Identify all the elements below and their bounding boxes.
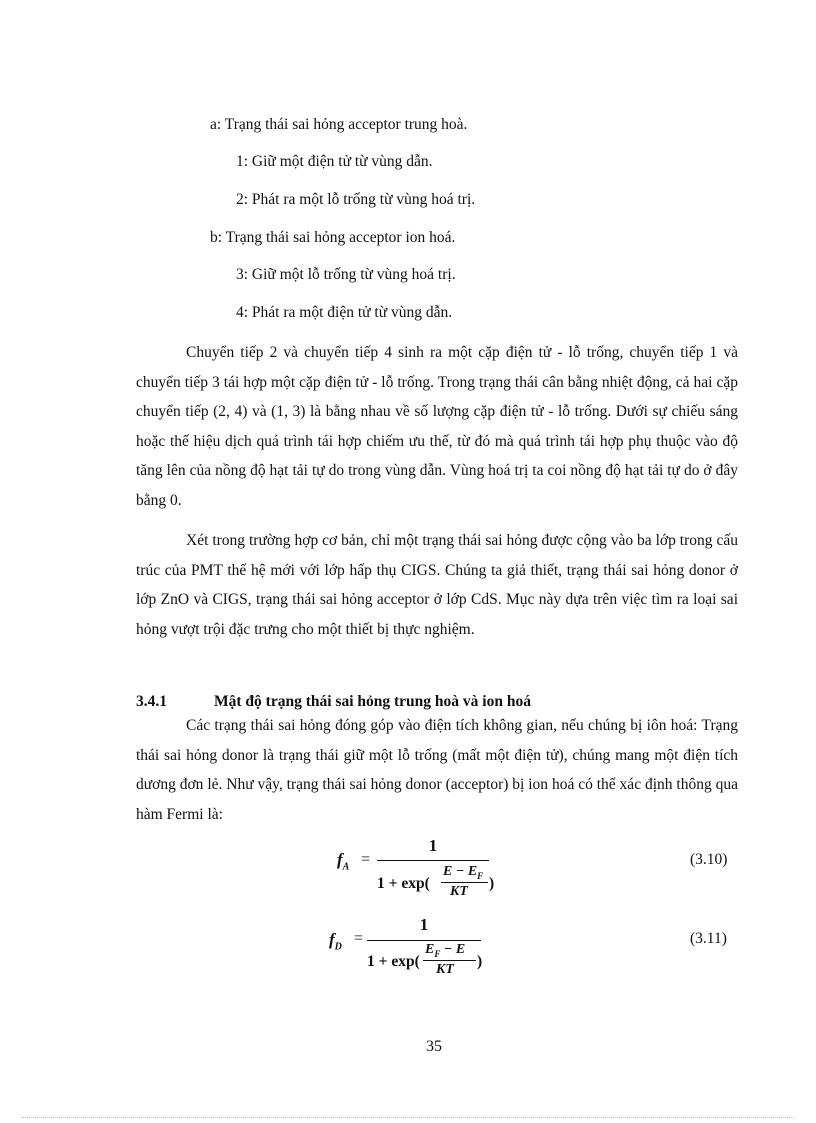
inner-fraction-bar: [441, 882, 488, 883]
denominator-prefix: 1 + exp(: [367, 953, 420, 970]
section-heading: [136, 693, 531, 711]
list-item-2: 2: Phát ra một lỗ trống từ vùng hoá trị.: [236, 191, 476, 208]
page-number: 35: [426, 1038, 442, 1055]
equation-number: (3.11): [690, 930, 727, 947]
formula-numerator: 1: [428, 836, 438, 855]
inner-denominator: KT: [436, 962, 454, 977]
section-title: Mật độ trạng thái sai hỏng trung hoà và ion hoá: [214, 693, 531, 710]
inner-numerator: $E - E_F$: [443, 864, 484, 881]
inner-numerator: $E_F - E$: [425, 942, 466, 959]
equals-sign: =: [361, 851, 371, 868]
fraction-bar: [377, 860, 489, 861]
formula-lhs: $f_A$: [337, 850, 350, 873]
paragraph-basic-case: Xét trong trường hợp cơ bản, chỉ một trạng thái sai hỏng được cộng vào ba lớp trong cấu trúc của PMT thế hệ mới với lớp hấp thụ CIGS. Chúng ta giả thiết, trạng thái sai hỏng donor ở lớp ZnO và CIGS, trạng thái sai hỏng acceptor ở lớp CdS. Mục này dựa trên việc tìm ra loại sai hỏng vượt trội đặc trưng cho một thiết bị thực nghiệm.: [136, 532, 738, 638]
denominator-prefix: 1 + exp(: [377, 875, 430, 892]
formula-numerator: 1: [419, 915, 429, 934]
list-item-1: 1: Giữ một điện tử từ vùng dẫn.: [236, 153, 433, 170]
inner-denominator: KT: [450, 884, 468, 899]
inner-fraction-bar: [423, 960, 476, 961]
list-label-b: b: Trạng thái sai hỏng acceptor ion hoá.: [210, 229, 456, 246]
closing-paren: ): [477, 953, 483, 970]
page-bottom-rule: [22, 1117, 794, 1118]
equation-number: (3.10): [690, 851, 728, 868]
fraction-bar: [367, 940, 481, 941]
closing-paren: ): [489, 875, 495, 892]
paragraph-ionization: Các trạng thái sai hỏng đóng góp vào điện tích không gian, nếu chúng bị iôn hoá: Trạng thái sai hỏng donor là trạng thái giữ một lỗ trống (mất một điện tử), chúng mang một điện tích dương đơn lẻ. Như vậy, trạng thái sai hỏng donor (acceptor) bị ion hoá có thể xác định thông qua hàm Fermi là:: [136, 717, 738, 823]
formula-lhs: $f_D$: [329, 930, 342, 953]
list-item-4: 4: Phát ra một điện tử từ vùng dẫn.: [236, 304, 453, 321]
list-item-3: 3: Giữ một lỗ trống từ vùng hoá trị.: [236, 266, 456, 283]
list-label-a: a: Trạng thái sai hỏng acceptor trung hoà.: [210, 116, 468, 133]
equals-sign: =: [354, 930, 364, 947]
section-number: 3.4.1: [136, 693, 167, 710]
paragraph-transitions: Chuyển tiếp 2 và chuyển tiếp 4 sinh ra một cặp điện tử - lỗ trống, chuyển tiếp 1 và chuyển tiếp 3 tái hợp một cặp điện tử - lỗ trống. Trong trạng thái cân bằng nhiệt động, cả hai cặp chuyển tiếp (2, 4) và (1, 3) là bằng nhau về số lượng cặp điện tử - lỗ trống. Dưới sự chiếu sáng hoặc thế hiệu dịch quá trình tái hợp chiếm ưu thế, từ đó mà quá trình tái hợp phụ thuộc vào độ tăng lên của nồng độ hạt tải tự do trong vùng dẫn. Vùng hoá trị ta coi nồng độ hạt tải tự do ở đây bằng 0.: [136, 344, 738, 509]
